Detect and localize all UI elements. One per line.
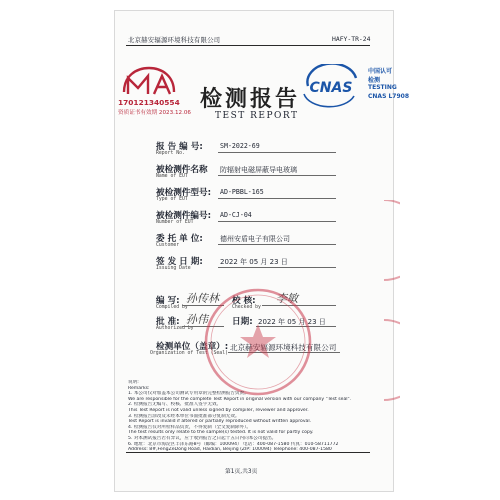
rule-issue-date — [218, 267, 336, 268]
remarks-line: The test results only relate to the sample(s) tested. It is not valid for partly copy. — [128, 430, 314, 436]
cnas-line2: 检测 — [368, 77, 381, 84]
label-compiled-en: Compiled by — [156, 305, 188, 310]
remarks-line: 4. 检测报告仅对所检样品负责，不得复制（全文复制除外）。 — [128, 424, 251, 430]
signature-approved: 孙伟 — [186, 313, 208, 326]
label-test-unit: 检测单位（盖章）: — [156, 342, 229, 352]
page-number: 第1页,共3页 — [225, 469, 258, 475]
svg-text:CNAS: CNAS — [309, 80, 353, 96]
footer-divider — [126, 452, 370, 453]
label-eut-model: 被检测件型号: — [156, 188, 211, 198]
value-eut-name: 防辐射电磁屏蔽导电玻璃 — [220, 166, 297, 174]
cma-validity: 资质证书有效期 2023.12.06 — [118, 110, 191, 116]
rule-eut-no — [218, 221, 336, 222]
label-customer: 委 托 单 位: — [156, 234, 203, 244]
report-title-cn: 检测报告 — [200, 86, 301, 112]
cnas-logo-icon — [300, 64, 362, 108]
rule-eut-name — [218, 175, 336, 176]
remarks-line: 2. 检测报告无编写、校核、批准人签字无效。 — [128, 402, 222, 408]
remarks-line: We are responsible for the complete Test Report in original version with our company "Test seal". — [128, 396, 352, 402]
signature-compiled: 孙传林 — [186, 292, 219, 305]
value-eut-no: AD-CJ-04 — [220, 211, 252, 219]
label-report-no-en: Report No. — [156, 151, 185, 156]
signature-checked: 李敏 — [276, 292, 298, 305]
label-eut-name-en: Name of EUT — [156, 174, 188, 179]
header-form-code: HAFY-TR-24 — [332, 35, 371, 43]
label-approved-en: Authorized by — [156, 326, 194, 331]
cnas-line1: 中国认可 — [368, 68, 393, 75]
value-test-unit: 北京赫安辐源环境科技有限公司 — [230, 343, 337, 352]
remarks-line: This Test Report is not valid unless signed by compiler, reviewer and approver. — [128, 407, 309, 413]
label-approved: 批 准: — [156, 317, 180, 327]
rule-customer — [218, 244, 336, 245]
remarks-title-en: Remarks: — [128, 385, 150, 391]
remarks-line: 3. 检测报告涂改及未经本单位书面批准部分复制无效。 — [128, 413, 240, 419]
label-compiled: 编 写: — [156, 296, 180, 306]
label-eut-model-en: Type of EUT — [156, 197, 188, 202]
rule-eut-model — [218, 198, 336, 199]
header-divider — [126, 45, 370, 46]
header-company: 北京赫安辐源环境科技有限公司 — [128, 36, 221, 44]
label-issue-date-en: Issuing Date — [156, 266, 191, 271]
report-title-en: TEST REPORT — [215, 111, 299, 121]
value-eut-model: AD-PBBL-165 — [220, 188, 264, 196]
remarks-line: 6. 地址：北京市海淀区丰泽东路8号（邮编：100094） 电话：400-087-1580 传真：010-58711772 — [128, 441, 339, 447]
remarks-line: Address: 8#,FengZeDong Road, Haidian, Beijing (ZIP: 100094) Telephone: 400-087-1580 — [128, 447, 332, 453]
label-checked-en: Checked by — [232, 305, 261, 310]
rule-report-no — [218, 152, 336, 153]
cma-cert-number: 170121340554 — [118, 98, 180, 107]
label-eut-no: 被检测件编号: — [156, 211, 211, 221]
label-customer-en: Customer — [156, 243, 180, 248]
value-approved-date: 2022 年 05 月 23 日 — [258, 318, 326, 326]
label-approved-date: 日期: — [232, 317, 253, 327]
label-eut-no-en: Number of EUT — [156, 220, 194, 225]
cnas-line4: CNAS L7908 — [368, 93, 410, 100]
value-issue-date: 2022 年 05 月 23 日 — [220, 258, 288, 266]
cnas-line3: TESTING — [368, 84, 397, 91]
label-checked: 校 核: — [232, 296, 256, 306]
remarks-line: Test Report is invalid if altered or partially reproduced without written approval. — [128, 419, 312, 425]
remarks-line: 1. 本公司仅对加盖本公司测试专用章的完整检测报告负责。 — [128, 391, 249, 397]
label-test-unit-en: Organization of Test (Seal) — [150, 351, 228, 356]
cross-page-seal-icon — [382, 200, 400, 440]
value-customer: 德州安盾电子有限公司 — [220, 235, 290, 243]
label-issue-date: 签 发 日 期: — [156, 257, 203, 267]
remarks-block — [128, 380, 368, 453]
remarks-title: 说明: — [128, 380, 139, 385]
label-report-no: 报 告 编 号: — [156, 142, 203, 152]
remarks-line: 5. 对本测试报告若有异议，应于收到报告之日起十五日内向本公司提出。 — [128, 435, 277, 441]
label-eut-name: 被检测件名称 — [156, 165, 208, 175]
value-report-no: SM-2022-69 — [220, 142, 260, 150]
